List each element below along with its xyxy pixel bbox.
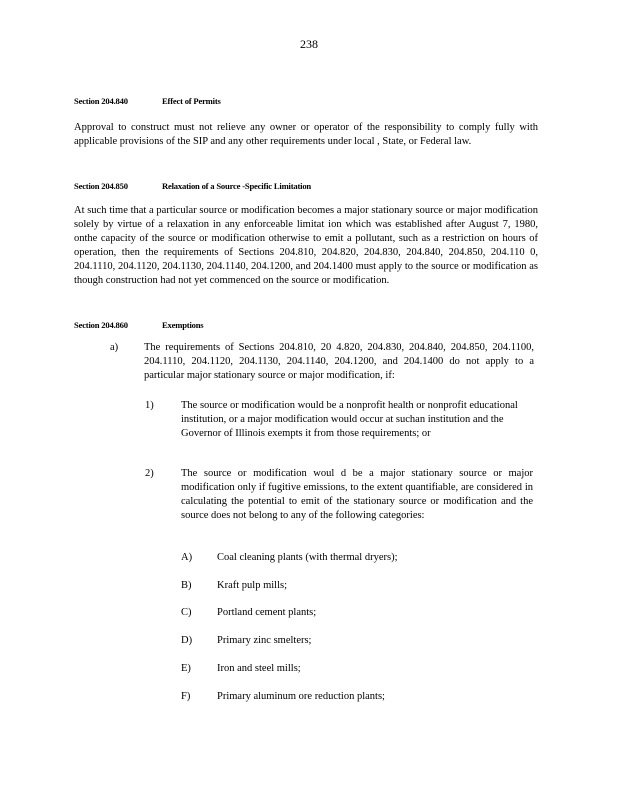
section-title: Relaxation of a Source -Specific Limitation: [162, 181, 312, 191]
section-title: Exemptions: [162, 320, 204, 330]
section-number: Section 204.860: [74, 320, 128, 330]
category-text: Kraft pulp mills;: [217, 580, 287, 591]
category-text: Portland cement plants;: [217, 607, 317, 618]
section-body: Approval to construct must not relieve any owner or operator of the responsibility to comply fully with applicable provisions of the SIP and any other requirements under local , State, or Federal law.: [74, 122, 538, 147]
item-text: The source or modification woul d be a major stationary source or major modification only if fugitive emissions, to the extent quantifiable, are considered in calculating the potential to emit of the stationary source or modification and the source does not belong to any of the following categories:: [181, 468, 533, 521]
subsection-label: a): [110, 342, 119, 353]
item-label: 1): [145, 400, 154, 411]
category-text: Primary aluminum ore reduction plants;: [217, 691, 385, 702]
category-label: A): [181, 552, 193, 563]
category-label: D): [181, 635, 193, 646]
category-text: Primary zinc smelters;: [217, 635, 312, 646]
item-text: The source or modification would be a nonprofit health or nonprofit educational institution, or a major modification would occur at suchan institution and the Governor of Illinois exempts it from those requirements; or: [181, 400, 518, 439]
item-label: 2): [145, 468, 154, 479]
section-heading-204-850: [74, 181, 311, 191]
section-heading-204-860: [74, 320, 203, 330]
category-text: Coal cleaning plants (with thermal dryers);: [217, 552, 398, 563]
section-title: Effect of Permits: [162, 96, 221, 106]
subsection-text: The requirements of Sections 204.810, 20 4.820, 204.830, 204.840, 204.850, 204.1100, 204.1110, 204.1120, 204.1130, 204.1140, 204.1200, and 204.1400 do not apply to a particular major stationary source or major modification, if:: [144, 342, 534, 381]
category-label: E): [181, 663, 191, 674]
category-text: Iron and steel mills;: [217, 663, 301, 674]
section-number: Section 204.840: [74, 96, 128, 106]
category-label: F): [181, 691, 191, 702]
section-heading-204-840: [74, 96, 221, 106]
category-label: B): [181, 580, 192, 591]
section-body: At such time that a particular source or modification becomes a major stationary source or major modification solely by virtue of a relaxation in any enforceable limitat ion which was established after August 7, 1980, onthe capacity of the source or modification otherwise to emit a pollutant, such as a restriction on hours of operation, then the requirements of Sections 204.810, 204.820, 204.830, 204.840, 204.850, 204.110 0, 204.1110, 204.1120, 204.1130, 204.1140, 204.1200, and 204.1400 must apply to the source or modification as though construction had not yet commenced on the source or modification.: [74, 205, 538, 286]
category-label: C): [181, 607, 192, 618]
page-number: 238: [300, 37, 318, 51]
section-number: Section 204.850: [74, 181, 128, 191]
